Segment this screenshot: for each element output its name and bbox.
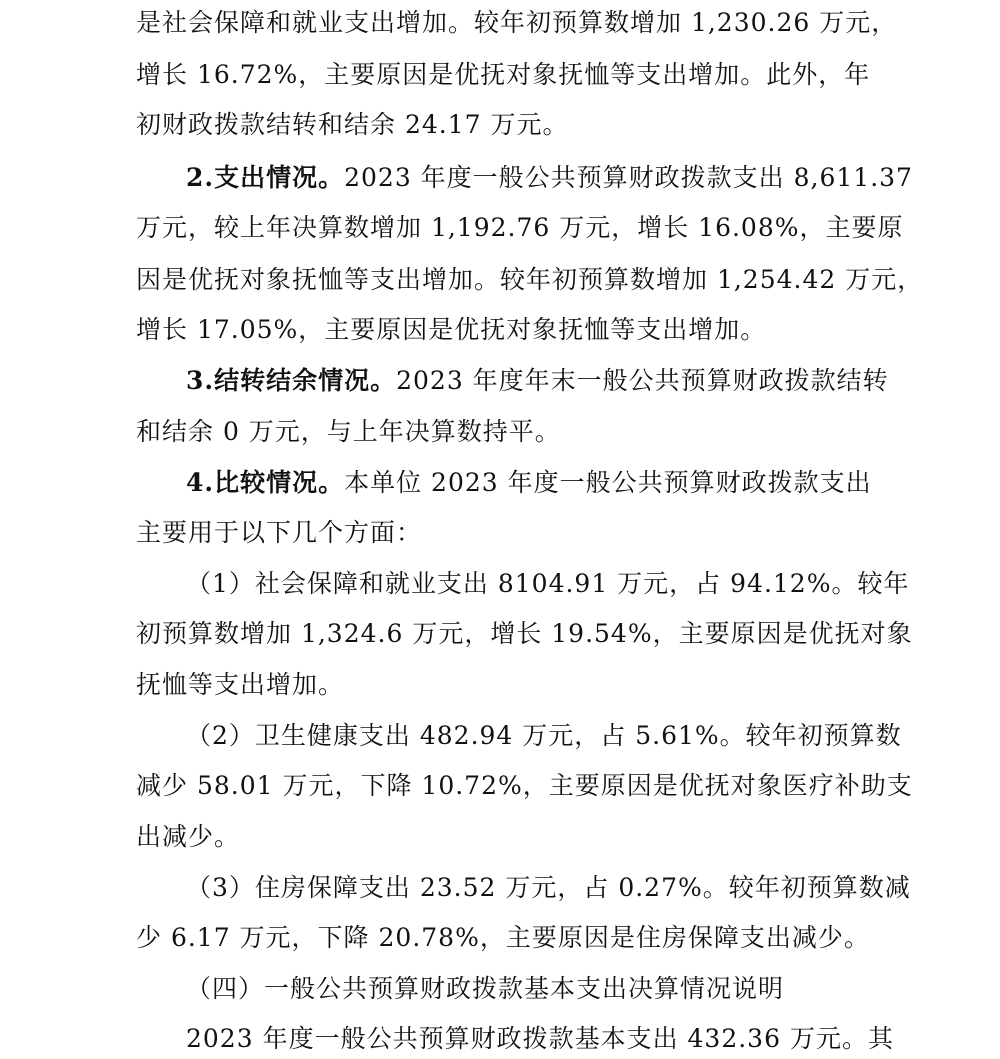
paragraph-6-line-1: （2）卫生健康支出 482.94 万元，占 5.61%。较年初预算数	[186, 721, 902, 750]
paragraph-2-line-2: 万元，较上年决算数增加 1,192.76 万元，增长 16.08%，主要原	[136, 213, 904, 242]
paragraph-4-line-1	[0, 468, 1000, 498]
paragraph-4-line-1-text: 本单位 2023 年度一般公共预算财政拨款支出	[344, 468, 872, 497]
paragraph-9-line-1: 2023 年度一般公共预算财政拨款基本支出 432.36 万元。其	[186, 1024, 894, 1053]
paragraph-4-line-2: 主要用于以下几个方面：	[136, 518, 423, 547]
paragraph-6-line-2: 减少 58.01 万元，下降 10.72%，主要原因是优抚对象医疗补助支	[136, 771, 913, 800]
paragraph-7-line-1: （3）住房保障支出 23.52 万元，占 0.27%。较年初预算数减	[186, 873, 911, 902]
paragraph-5-line-3: 抚恤等支出增加。	[136, 670, 345, 699]
section-heading-basic-expenditure: （四）一般公共预算财政拨款基本支出决算情况说明	[186, 974, 785, 1003]
paragraph-2-line-4: 增长 17.05%，主要原因是优抚对象抚恤等支出增加。	[136, 315, 767, 344]
paragraph-1-line-1: 是社会保障和就业支出增加。较年初预算数增加 1,230.26 万元，	[136, 8, 898, 37]
section-heading-expenditure: 2.支出情况。	[186, 163, 345, 192]
paragraph-1-line-3: 初财政拨款结转和结余 24.17 万元。	[136, 110, 569, 139]
paragraph-2-line-1	[0, 163, 1000, 193]
paragraph-7-line-2: 少 6.17 万元，下降 20.78%，主要原因是住房保障支出减少。	[136, 923, 870, 952]
paragraph-3-line-1-text: 2023 年度年末一般公共预算财政拨款结转	[396, 366, 889, 395]
paragraph-5-line-1: （1）社会保障和就业支出 8104.91 万元，占 94.12%。较年	[186, 569, 910, 598]
paragraph-5-line-2: 初预算数增加 1,324.6 万元，增长 19.54%，主要原因是优抚对象	[136, 619, 913, 648]
paragraph-2-line-1-text: 2023 年度一般公共预算财政拨款支出 8,611.37	[344, 163, 913, 192]
paragraph-3-line-2: 和结余 0 万元，与上年决算数持平。	[136, 417, 561, 446]
paragraph-1-line-2: 增长 16.72%，主要原因是优抚对象抚恤等支出增加。此外，年	[136, 60, 871, 89]
section-heading-carryover: 3.结转结余情况。	[186, 366, 397, 395]
paragraph-6-line-3: 出减少。	[136, 822, 241, 851]
paragraph-3-line-1	[0, 366, 1000, 396]
paragraph-2-line-3: 因是优抚对象抚恤等支出增加。较年初预算数增加 1,254.42 万元，	[136, 265, 924, 294]
section-heading-comparison: 4.比较情况。	[186, 468, 345, 497]
